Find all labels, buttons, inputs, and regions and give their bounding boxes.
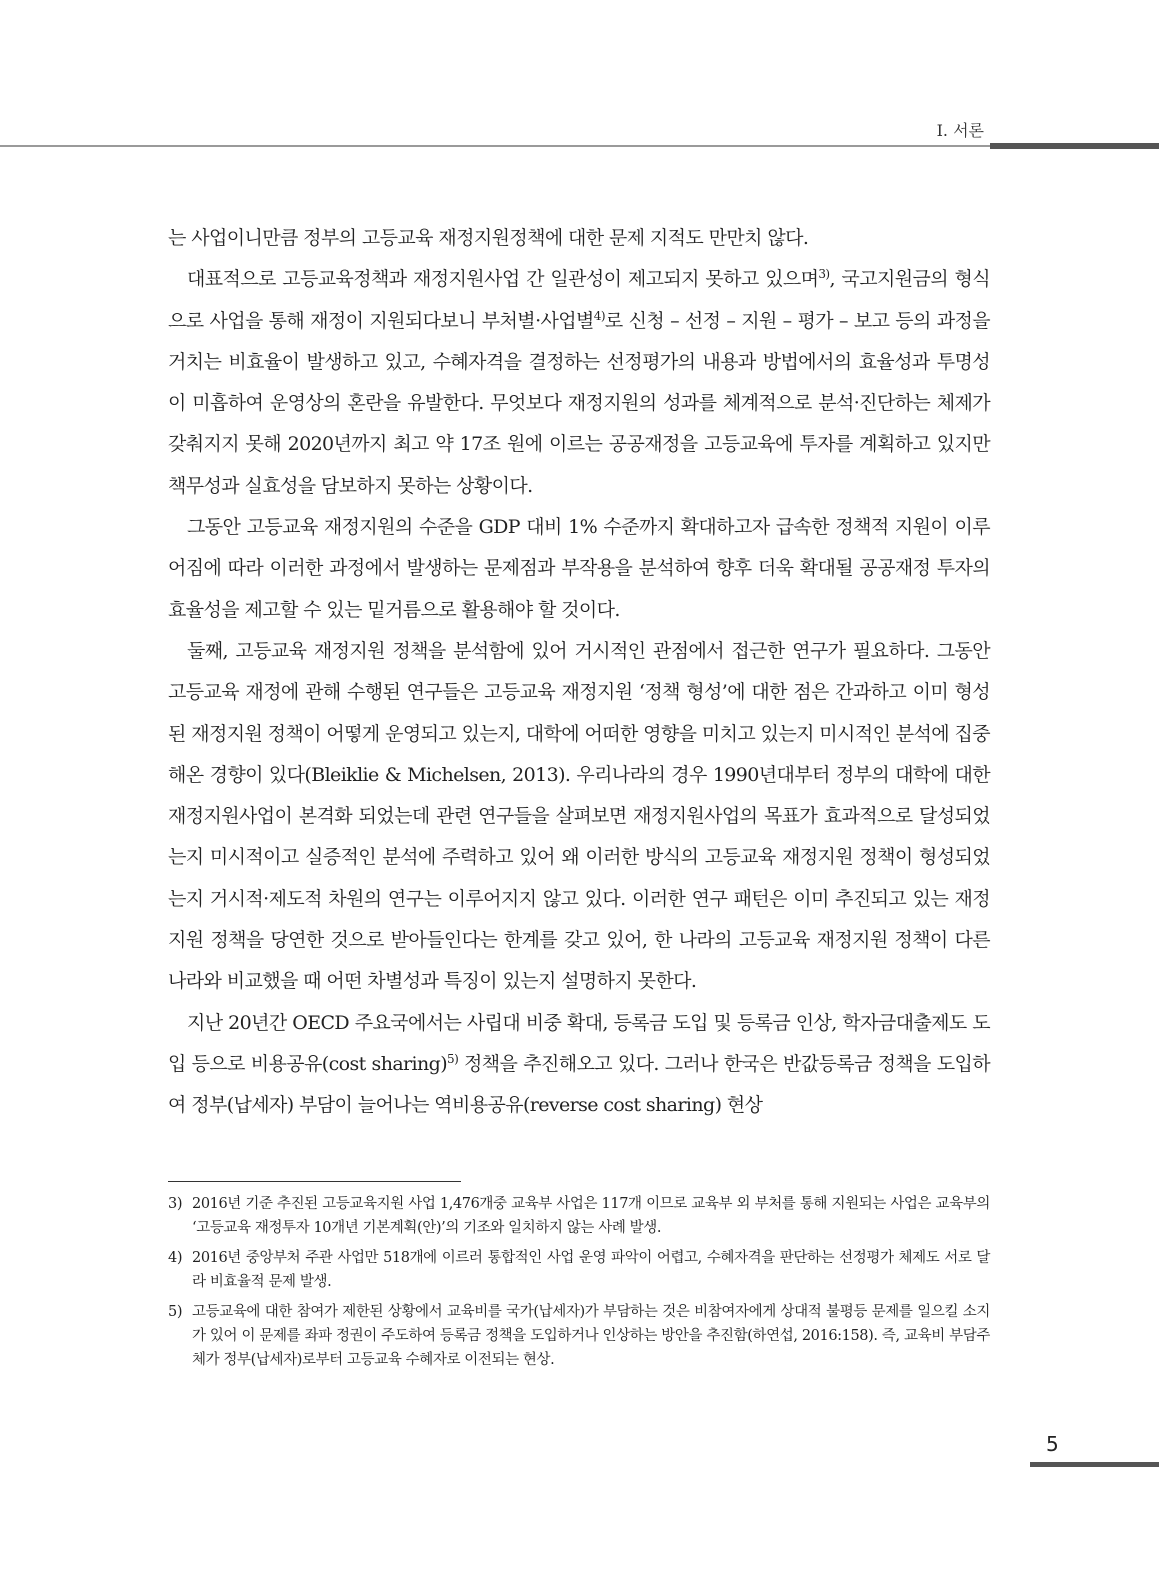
footnote-ref-3[interactable]: 3)	[818, 267, 830, 282]
footnote-3	[168, 1192, 990, 1240]
footnotes	[168, 1192, 990, 1378]
footnote-separator	[168, 1181, 461, 1182]
footnote-4	[168, 1246, 990, 1294]
running-head: Ⅰ. 서론	[936, 121, 984, 140]
footnote-text: 2016년 중앙부처 주관 사업만 518개에 이르러 통합적인 사업 운영 파악이 어렵고, 수혜자격을 판단하는 선정평가 체제도 서로 달라 비효율적 문제 발생.	[192, 1250, 990, 1290]
paragraph-3: 그동안 고등교육 재정지원의 수준을 GDP 대비 1% 수준까지 확대하고자 급속한 정책적 지원이 이루어짐에 따라 이러한 과정에서 발생하는 문제점과 부작용을 분석하여 향후 더욱 확대될 공공재정 투자의 효율성을 제고할 수 있는 밑거름으로 활용해야 할 것이다.	[168, 516, 990, 621]
footnote-text: 2016년 기준 추진된 고등교육지원 사업 1,476개중 교육부 사업은 117개 이므로 교육부 외 부처를 통해 지원되는 사업은 교육부의 ‘고등교육 재정투자 10개년 기본계획(안)’의 기조와 일치하지 않는 사례 발생.	[192, 1196, 990, 1236]
footnote-ref-4[interactable]: 4)	[593, 308, 605, 323]
paragraph-5-part-b: 정책을 추진해오고 있다. 그러나 한국은 반값등록금 정책을 도입하여 정부(납세자) 부담이 늘어나는 역비용공유(reverse cost sharing) 현상	[168, 1052, 990, 1117]
footnote-5	[168, 1300, 990, 1372]
header-rule-thin	[0, 145, 990, 147]
paragraph-5	[168, 1003, 990, 1127]
footnote-number: 4)	[168, 1250, 183, 1266]
paragraph-2-part-a: 대표적으로 고등교육정책과 재정지원사업 간 일관성이 제고되지 못하고 있으며	[187, 268, 819, 291]
paragraph-1: 는 사업이니만큼 정부의 고등교육 재정지원정책에 대한 문제 지적도 만만치 않다.	[168, 227, 809, 249]
footnote-ref-5[interactable]: 5)	[447, 1051, 459, 1066]
paragraph-5-part-a: 지난 20년간 OECD 주요국에서는 사립대 비중 확대, 등록금 도입 및 등록금 인상, 학자금대출제도 도입 등으로 비용공유(cost sharing)	[168, 1011, 990, 1075]
paragraph-2-part-b: , 국고지원금의 형식으로 사업을 통해 재정이 지원되다보니 부처별·사업별	[168, 268, 990, 332]
footnote-text: 고등교육에 대한 참여가 제한된 상황에서 교육비를 국가(납세자)가 부담하는 것은 비참여자에게 상대적 불평등 문제를 일으킬 소지가 있어 이 문제를 좌파 정권이 주도하여 등록금 정책을 도입하거나 인상하는 방안을 추진함(하연섭, 2016:158). 즉, 교육비 부담주체가 정부(납세자)로부터 고등교육 수혜자로 이전되는 현상.	[192, 1304, 990, 1368]
page-number: 5	[1046, 1432, 1059, 1456]
body-text	[168, 218, 990, 1127]
footnote-number: 5)	[168, 1304, 183, 1320]
footer-rule	[1030, 1462, 1159, 1467]
header-rule-thick	[990, 143, 1159, 149]
footnote-number: 3)	[168, 1196, 183, 1212]
paragraph-2	[168, 259, 990, 507]
paragraph-4: 둘째, 고등교육 재정지원 정책을 분석함에 있어 거시적인 관점에서 접근한 연구가 필요하다. 그동안 고등교육 재정에 관해 수행된 연구들은 고등교육 재정지원 ‘정책 형성’에 대한 점은 간과하고 이미 형성된 재정지원 정책이 어떻게 운영되고 있는지, 대학에 어떠한 영향을 미치고 있는지 미시적인 분석에 집중해온 경향이 있다(Bleiklie & Michelsen, 2013). 우리나라의 경우 1990년대부터 정부의 대학에 대한 재정지원사업이 본격화 되었는데 관련 연구들을 살펴보면 재정지원사업의 목표가 효과적으로 달성되었는지 미시적이고 실증적인 분석에 주력하고 있어 왜 이러한 방식의 고등교육 재정지원 정책이 형성되었는지 거시적·제도적 차원의 연구는 이루어지지 않고 있다. 이러한 연구 패턴은 이미 추진되고 있는 재정지원 정책을 당연한 것으로 받아들인다는 한계를 갖고 있어, 한 나라의 고등교육 재정지원 정책이 다른 나라와 비교했을 때 어떤 차별성과 특징이 있는지 설명하지 못한다.	[168, 639, 990, 993]
paragraph-2-part-c: 로 신청 – 선정 – 지원 – 평가 – 보고 등의 과정을 거치는 비효율이 발생하고 있고, 수혜자격을 결정하는 선정평가의 내용과 방법에서의 효율성과 투명성이 미흡하여 운영상의 혼란을 유발한다. 무엇보다 재정지원의 성과를 체계적으로 분석·진단하는 체제가 갖춰지지 못해 2020년까지 최고 약 17조 원에 이르는 공공재정을 고등교육에 투자를 계획하고 있지만 책무성과 실효성을 담보하지 못하는 상황이다.	[168, 309, 990, 497]
